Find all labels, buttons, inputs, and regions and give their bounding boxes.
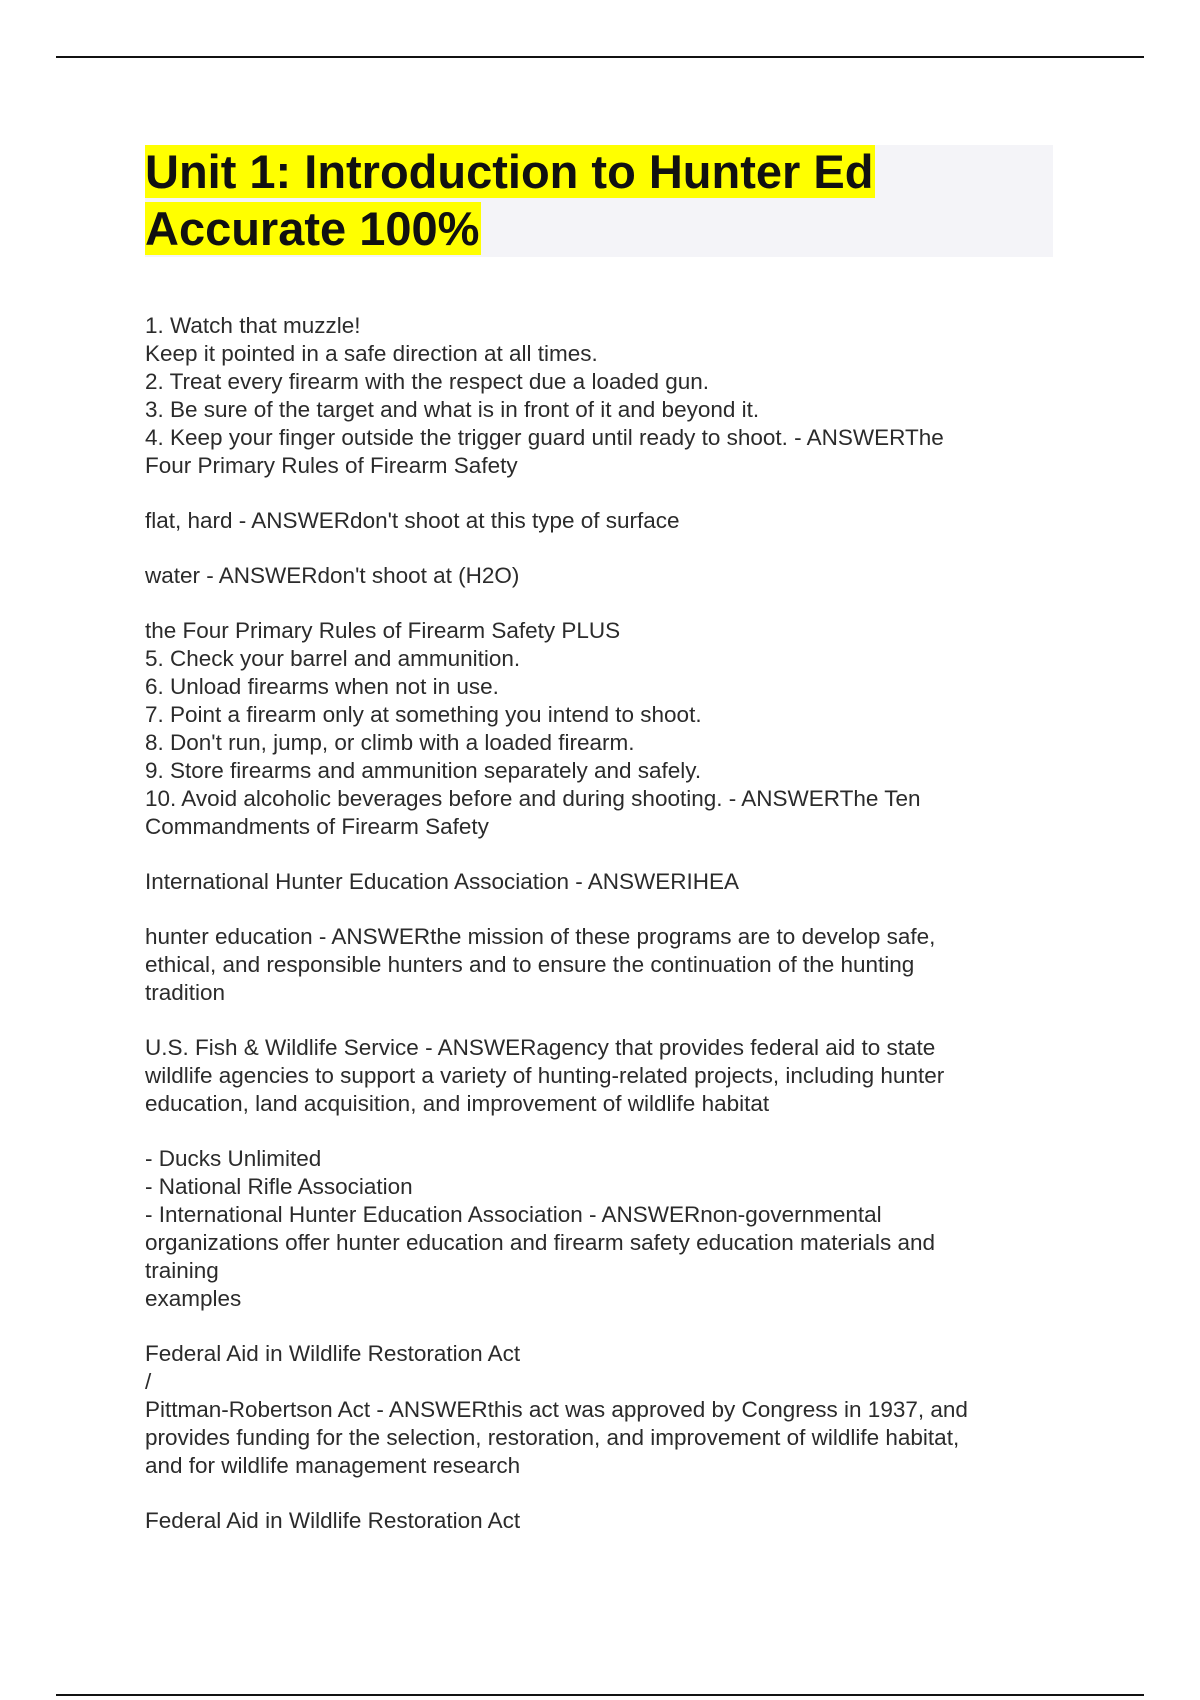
text-line: provides funding for the selection, restoration, and improvement of wildlife habitat, [145, 1425, 960, 1450]
text-line: Federal Aid in Wildlife Restoration Act [145, 1341, 521, 1366]
text-line: organizations offer hunter education and firearm safety education materials and [145, 1230, 936, 1255]
bottom-rule [56, 1694, 1144, 1696]
qa-block [145, 1034, 1065, 1118]
title-line-2: Accurate 100% [145, 202, 480, 255]
qa-block [145, 1145, 1065, 1313]
text-line: 1. Watch that muzzle! [145, 313, 361, 338]
title-line-1: Unit 1: Introduction to Hunter Ed [145, 145, 874, 198]
text-line: 7. Point a firearm only at something you intend to shoot. [145, 702, 702, 727]
text-line: - International Hunter Education Association - ANSWERnon-governmental [145, 1202, 882, 1227]
text-line: 3. Be sure of the target and what is in front of it and beyond it. [145, 397, 760, 422]
text-line: and for wildlife management research [145, 1453, 521, 1478]
text-line: flat, hard - ANSWERdon't shoot at this type of surface [145, 508, 680, 533]
text-line: U.S. Fish & Wildlife Service - ANSWERagency that provides federal aid to state [145, 1035, 936, 1060]
qa-block [145, 868, 1065, 896]
qa-block [145, 1340, 1065, 1480]
text-line: - National Rifle Association [145, 1174, 413, 1199]
text-line: education, land acquisition, and improvement of wildlife habitat [145, 1091, 770, 1116]
text-line: 9. Store firearms and ammunition separately and safely. [145, 758, 702, 783]
text-line: training [145, 1258, 219, 1283]
text-line: Federal Aid in Wildlife Restoration Act [145, 1508, 521, 1533]
page-title [145, 143, 905, 257]
text-line: examples [145, 1286, 242, 1311]
text-line: water - ANSWERdon't shoot at (H2O) [145, 563, 520, 588]
qa-block [145, 312, 1065, 480]
qa-block [145, 562, 1065, 590]
text-line: 8. Don't run, jump, or climb with a loaded firearm. [145, 730, 635, 755]
text-line: / [145, 1369, 152, 1394]
text-line: the Four Primary Rules of Firearm Safety PLUS [145, 618, 621, 643]
text-line: Commandments of Firearm Safety [145, 814, 489, 839]
text-line: 6. Unload firearms when not in use. [145, 674, 499, 699]
document-body [145, 312, 1065, 1562]
text-line: 10. Avoid alcoholic beverages before and during shooting. - ANSWERThe Ten [145, 786, 921, 811]
text-line: 5. Check your barrel and ammunition. [145, 646, 521, 671]
text-line: Four Primary Rules of Firearm Safety [145, 453, 518, 478]
qa-block [145, 1507, 1065, 1535]
text-line: 2. Treat every firearm with the respect due a loaded gun. [145, 369, 710, 394]
text-line: hunter education - ANSWERthe mission of these programs are to develop safe, [145, 924, 936, 949]
qa-block [145, 507, 1065, 535]
text-line: 4. Keep your finger outside the trigger guard until ready to shoot. - ANSWERThe [145, 425, 944, 450]
text-line: ethical, and responsible hunters and to ensure the continuation of the hunting [145, 952, 915, 977]
top-rule [56, 56, 1144, 58]
text-line: International Hunter Education Association - ANSWERIHEA [145, 869, 740, 894]
text-line: Keep it pointed in a safe direction at all times. [145, 341, 598, 366]
qa-block [145, 617, 1065, 841]
text-line: Pittman-Robertson Act - ANSWERthis act was approved by Congress in 1937, and [145, 1397, 968, 1422]
text-line: wildlife agencies to support a variety of hunting-related projects, including hunter [145, 1063, 945, 1088]
qa-block [145, 923, 1065, 1007]
text-line: - Ducks Unlimited [145, 1146, 322, 1171]
text-line: tradition [145, 980, 226, 1005]
